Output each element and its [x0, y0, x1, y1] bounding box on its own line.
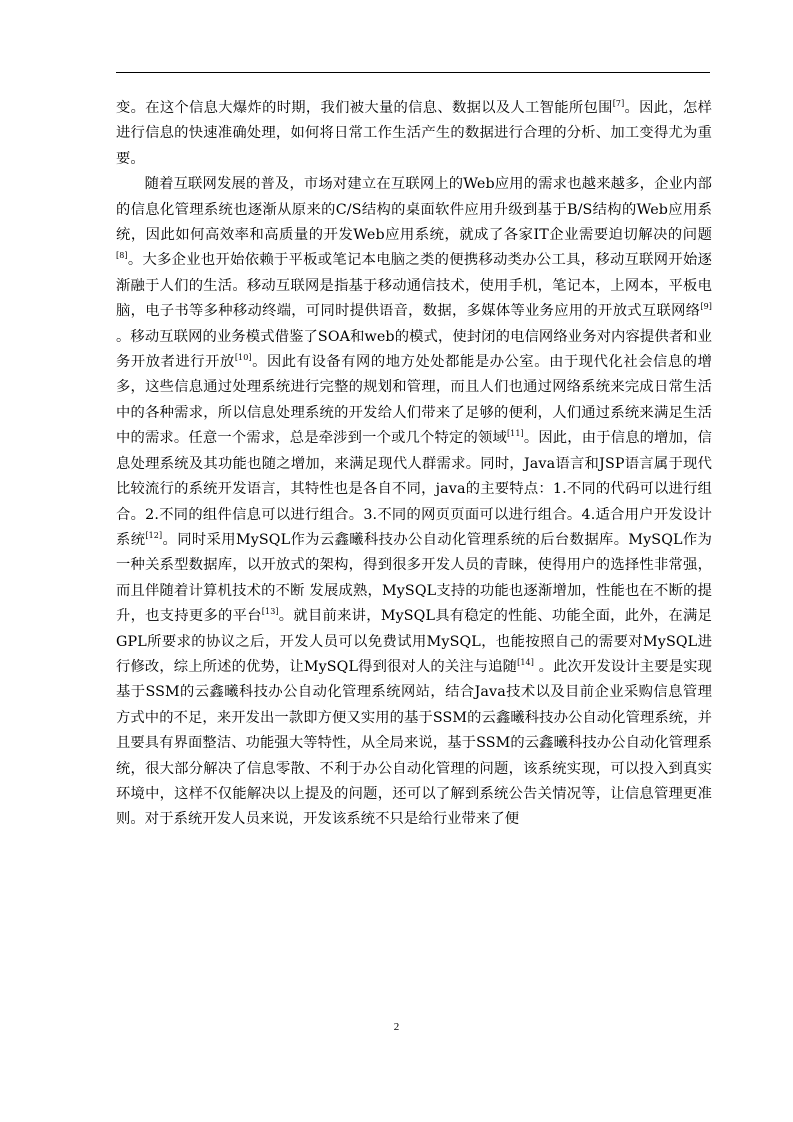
text-span: 。此次开发设计主要是实现基于SSM的云鑫曦科技办公自动化管理系统网站，结合Java技术以及目前企业采购信息管理方式中的不足，来开发出一款即方便又实用的基于SSM的云鑫曦科技办公自动化管理系统，并且要具有界面整洁、功能强大等特性，从全局来说，基于SSM的云鑫曦科技办公自动化管理系统，很大部分解决了信息零散、不利于办公自动化管理的问题，该系统实现，可以投入到真实环境中，这样不仅能解决以上提及的问题，还可以了解到系统公告关情况等，让信息管理更准则。对于系统开发人员来说，开发该系统不只是给行业带来了便	[116, 658, 712, 828]
citation: [14]	[517, 657, 534, 667]
text-span: 。同时采用MySQL作为云鑫曦科技办公自动化管理系统的后台数据库。MySQL作为一种关系型数据库，以开放式的架构，得到很多开发人员的青睐，使得用户的选择性非常强，而且伴随着计算机技术的不断 发展成熟，MySQL支持的功能也逐渐增加，性能也在不断的提升，也支持更多的平台	[116, 531, 712, 625]
body-text	[116, 96, 712, 833]
citation: [7]	[612, 99, 625, 108]
text-span: 随着互联网发展的普及，市场对建立在互联网上的Web应用的需求也越来越多，企业内部的信息化管理系统也逐渐从原来的C/S结构的桌面软件应用升级到基于B/S结构的Web应用系统，因此如何高效率和高质量的开发Web应用系统，就成了各家IT企业需要迫切解决的问题	[116, 176, 712, 244]
text-span: 。大多企业也开始依赖于平板或笔记本电脑之类的便携移动类办公工具，移动互联网开始逐渐融于人们的生活。移动互联网是指基于移动通信技术，使用手机，笔记本，上网本，平板电脑，电子书等多种移动终端，可同时提供语音，数据，多媒体等业务应用的开放式互联网络	[116, 252, 712, 320]
citation: [9]	[700, 302, 712, 312]
page-number: 2	[393, 1021, 400, 1033]
paragraph	[116, 96, 712, 172]
citation: [8]	[116, 251, 128, 261]
citation: [10]	[234, 353, 252, 363]
text-span: 。因此有设备有网的地方处处都能是办公室。由于现代化社会信息的增多，这些信息通过处理系统进行完整的规划和管理，而且人们也通过网络系统来完成日常生活中的各种需求，所以信息处理系统的开发给人们带来了足够的便利，人们通过系统来满足生活中的需求。任意一个需求，总是牵涉到一个或几个特定的领域	[116, 354, 712, 447]
text-span: 。因此，怎样进行信息的快速准确处理，如何将日常工作生活产生的数据进行合理的分析、加工变得尤为重要。	[116, 100, 712, 167]
citation: [13]	[261, 607, 279, 617]
header-rule	[116, 72, 710, 73]
text-span: 变。在这个信息大爆炸的时期，我们被大量的信息、数据以及人工智能所包围	[116, 100, 613, 116]
text-span: 。就目前来讲，MySQL具有稳定的性能、功能全面，此外，在满足GPL所要求的协议之后，开发人员可以免费试用MySQL，也能按照自己的需要对MySQL进行修改，综上所述的优势，让MySQL得到很对人的关注与追随	[116, 608, 713, 675]
citation: [12]	[145, 530, 163, 540]
text-span: 。移动互联网的业务模式借鉴了SOA和web的模式，使封闭的电信网络业务对内容提供者和业务开放者进行开放	[116, 328, 712, 371]
text-span: 。因此，由于信息的增加，信息处理系统及其功能也随之增加，来满足现代人群需求。同时，Java语言和JSP语言属于现代比较流行的系统开发语言，其特性也是各自不同，java的主要特点：1.不同的代码可以进行组合。2.不同的组件信息可以进行组合。3.不同的网页页面可以进行组合。4.适合用户开发设计系统	[116, 430, 712, 548]
citation: [11]	[506, 429, 524, 439]
paragraph	[116, 172, 712, 833]
